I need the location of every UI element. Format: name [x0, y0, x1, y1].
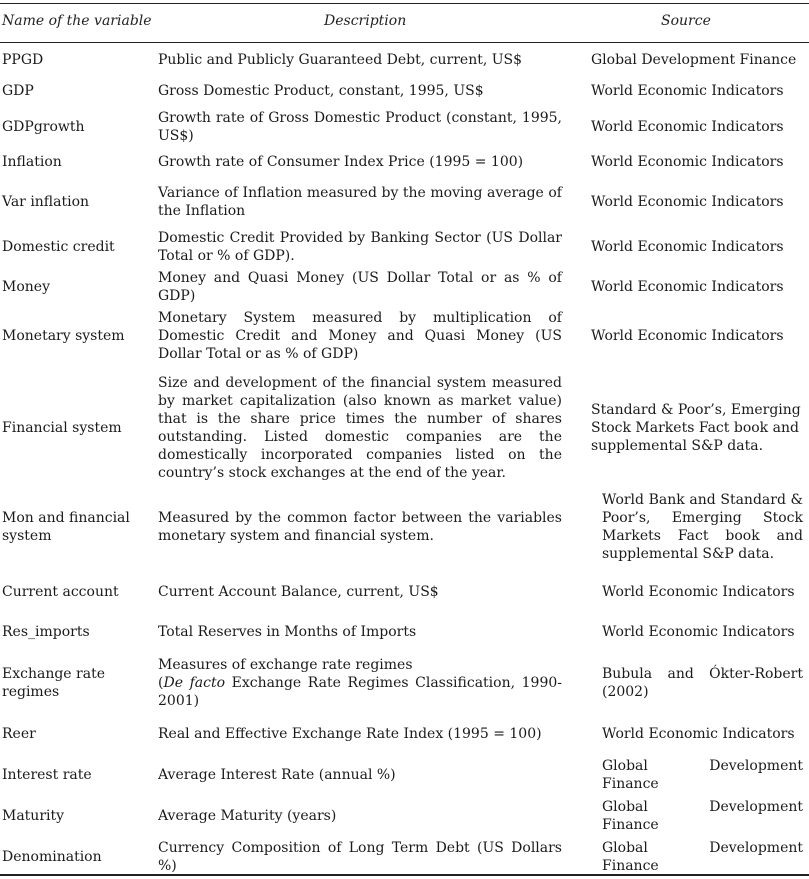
- variable-name: Inflation: [2, 154, 62, 170]
- variable-description: Public and Publicly Guaranteed Debt, current, US$: [158, 52, 523, 68]
- variable-name: Maturity: [2, 808, 65, 824]
- table-row: [0, 270, 809, 304]
- variable-name: Res_imports: [2, 624, 90, 640]
- table-bottom-rule: [0, 874, 809, 876]
- variable-name: Interest rate: [2, 767, 92, 783]
- variable-description: Size and development of the financial system measured by market capitalization (also known as market value) that is the share price times the number of shares outstanding. Listed domestic companies are the domestically incorporated companies listed on the country’s stock exchanges at the end of the year.: [158, 375, 562, 481]
- variable-name: Monetary system: [2, 328, 125, 344]
- header-source: Source: [661, 13, 711, 29]
- table-row: [0, 150, 809, 174]
- variable-source: World Economic Indicators: [591, 239, 784, 255]
- table-row: [0, 722, 809, 746]
- variable-source: Bubula and Ókter-Robert (2002): [602, 666, 803, 700]
- table-row: [0, 183, 809, 221]
- variable-name: Var inflation: [2, 194, 90, 210]
- variable-source: World Economic Indicators: [602, 584, 795, 600]
- variable-description: Monetary System measured by multiplication of Domestic Credit and Money and Quasi Money (US Dollar Total or as % of GDP): [158, 310, 562, 362]
- variable-description: Variance of Inflation measured by the moving average of the Inflation: [158, 185, 562, 219]
- table-row: [0, 490, 809, 564]
- variable-source: World Economic Indicators: [591, 83, 784, 99]
- table-row: [0, 657, 809, 709]
- table-row: [0, 758, 809, 792]
- variable-description: Domestic Credit Provided by Banking Sector (US Dollar Total or % of GDP).: [158, 230, 562, 264]
- variable-source: World Economic Indicators: [591, 119, 784, 135]
- variable-name: PPGD: [2, 52, 44, 68]
- variable-source: World Economic Indicators: [591, 194, 784, 210]
- variable-name: Mon and financial system: [2, 510, 130, 544]
- variable-description: Average Maturity (years): [158, 808, 337, 824]
- table-row: [0, 79, 809, 103]
- variable-description: Currency Composition of Long Term Debt (US Dollars %): [158, 840, 562, 874]
- header-description: Description: [324, 13, 407, 29]
- variable-source: Global Development Finance: [602, 758, 803, 792]
- variable-name: Exchange rate regimes: [2, 666, 105, 700]
- table-top-rule: [0, 3, 809, 4]
- variable-name: Money: [2, 279, 50, 295]
- variable-name: GDP: [2, 83, 34, 99]
- variable-source: World Economic Indicators: [591, 154, 784, 170]
- variable-name: Domestic credit: [2, 239, 115, 255]
- table-row: [0, 228, 809, 266]
- variable-source: Global Development Finance: [591, 52, 797, 68]
- table-row: [0, 840, 809, 874]
- table-row: [0, 308, 809, 364]
- variable-description: Money and Quasi Money (US Dollar Total or as % of GDP): [158, 270, 562, 304]
- header-name: Name of the variable: [2, 13, 152, 29]
- variable-name: Reer: [2, 726, 36, 742]
- table-row: [0, 48, 809, 72]
- table-row: [0, 799, 809, 833]
- variable-description: Growth rate of Consumer Index Price (1995 = 100): [158, 154, 524, 170]
- variable-description: Current Account Balance, current, US$: [158, 584, 439, 600]
- variable-name: Current account: [2, 584, 119, 600]
- variable-source: World Economic Indicators: [591, 328, 784, 344]
- variable-description: Measures of exchange rate regimes (De facto Exchange Rate Regimes Classification, 1990-2001): [158, 657, 563, 709]
- variable-description: Average Interest Rate (annual %): [158, 767, 396, 783]
- header-rule: [0, 42, 809, 43]
- variable-name: GDPgrowth: [2, 119, 85, 135]
- variable-source: World Economic Indicators: [591, 279, 784, 295]
- variable-source: Standard & Poor’s, Emerging Stock Markets Fact book and supplemental S&P data.: [591, 402, 801, 454]
- variable-description: Total Reserves in Months of Imports: [158, 624, 417, 640]
- variable-source: World Economic Indicators: [602, 624, 795, 640]
- table-row: [0, 580, 809, 604]
- variable-name: Denomination: [2, 849, 102, 865]
- table-row: [0, 372, 809, 484]
- variable-description: Gross Domestic Product, constant, 1995, US$: [158, 83, 484, 99]
- table-row: [0, 620, 809, 644]
- variable-source: Global Development Finance: [602, 799, 803, 833]
- variable-name: Financial system: [2, 420, 122, 436]
- variable-description: Measured by the common factor between the variables monetary system and financial system.: [158, 510, 562, 544]
- variable-description: Growth rate of Gross Domestic Product (constant, 1995, US$): [158, 110, 562, 144]
- variable-source: World Bank and Standard & Poor’s, Emerging Stock Markets Fact book and supplemental S&P data.: [602, 492, 803, 562]
- variable-description: Real and Effective Exchange Rate Index (1995 = 100): [158, 726, 542, 742]
- variable-source: Global Development Finance: [602, 840, 803, 874]
- table-row: [0, 109, 809, 145]
- variable-source: World Economic Indicators: [602, 726, 795, 742]
